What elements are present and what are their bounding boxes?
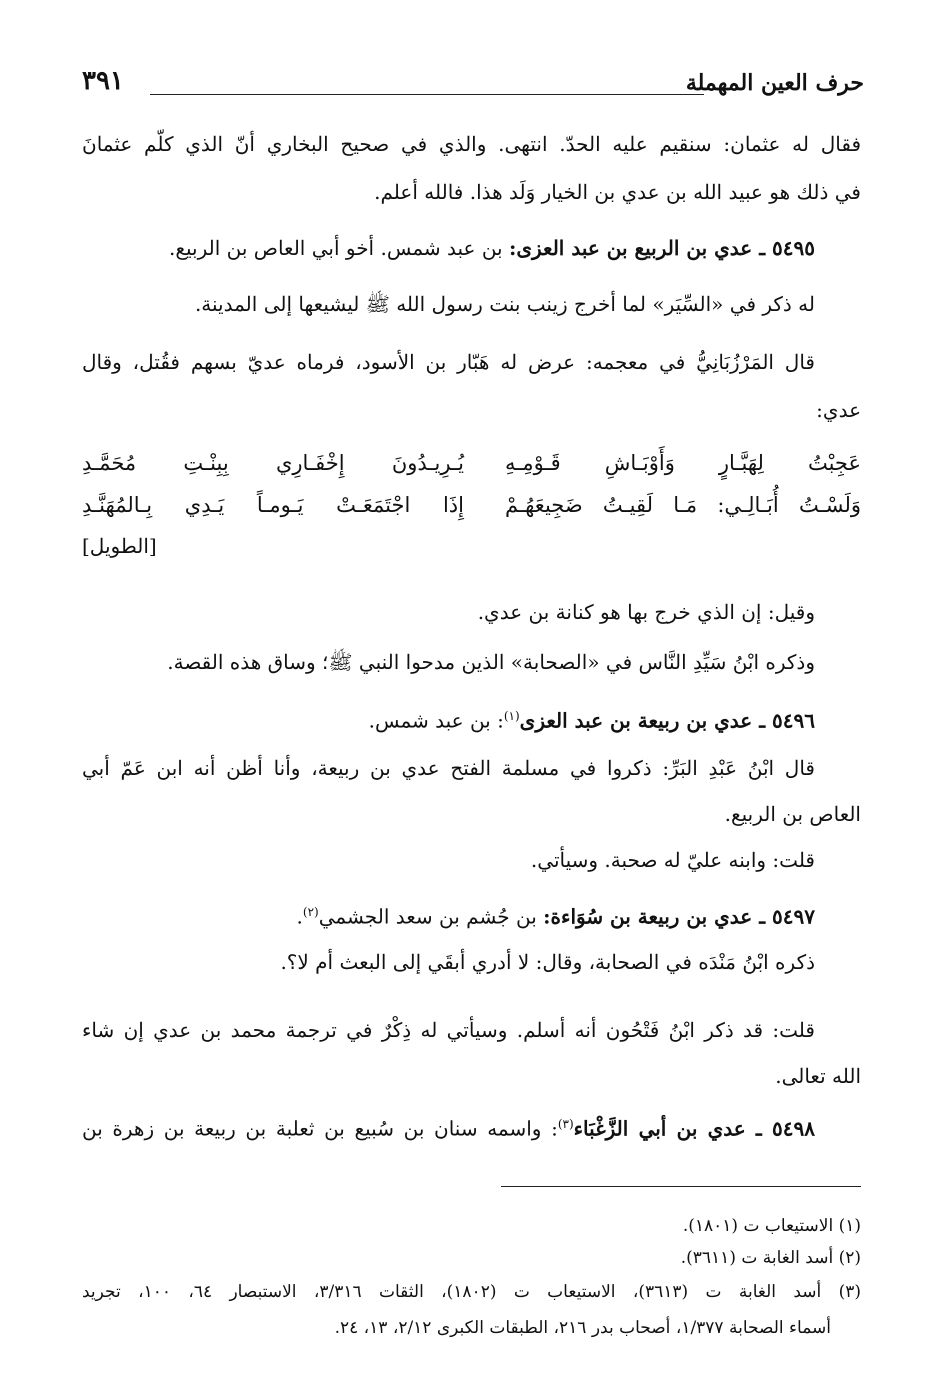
entry-line bbox=[82, 702, 815, 735]
entry-heading: ٥٤٩٥ ـ عدي بن الربيع بن عبد العزى: bbox=[508, 236, 815, 260]
footnote-separator bbox=[501, 1186, 861, 1187]
text-line: في ذلك هو عبيد الله بن عدي بن الخيار وَلَد هذا. فالله أعلم. bbox=[374, 180, 861, 204]
text-line: وذكره ابْنُ سَيِّدِ النَّاس في «الصحابة» الذين مدحوا النبي ﷺ؛ وساق هذه القصة. bbox=[167, 650, 815, 674]
entry-text: : بن عبد شمس. bbox=[368, 708, 504, 733]
poem-meter: [الطويل] bbox=[82, 534, 157, 558]
text-line: فقال له عثمان: سنقيم عليه الحدّ. انتهى. والذي في صحيح البخاري أنّ الذي كلّم عثمانَ bbox=[82, 132, 861, 156]
entry-heading: ٥٤٩٧ ـ عدي بن ربيعة بن سُوَاءة: bbox=[543, 904, 815, 929]
text-line: عدي: bbox=[816, 398, 861, 422]
footnote-marker: (١) bbox=[503, 709, 520, 723]
footnote: (٢) أسد الغابة ت (٣٦١١). bbox=[680, 1248, 861, 1268]
text-line: الله تعالى. bbox=[775, 1064, 861, 1088]
poem-verse-1-second-hemistich: يُـرِيـدُونَ إِخْفَـارِي بِبِنْـتِ مُحَمَّـدِ bbox=[82, 451, 464, 475]
entry-line bbox=[82, 898, 815, 931]
footnote: (٣) أسد الغابة ت (٣٦١٣)، الاستيعاب ت (١٨٠٢)، الثقات ٣/٣١٦، الاستبصار ٦٤، ١٠٠، تجريد bbox=[82, 1282, 861, 1302]
entry-line bbox=[82, 1110, 815, 1143]
entry-text: : واسمه سنان بن سُبيع بن ثعلبة بن ربيعة بن زهرة بن bbox=[82, 1116, 558, 1141]
footnote-continuation: أسماء الصحابة ١/٣٧٧، أصحاب بدر ٢١٦، الطبقات الكبرى ٢/١٢، ١٣، ٢٤. bbox=[334, 1318, 831, 1338]
entry-text-end: . bbox=[296, 904, 303, 929]
entry-text: بن عبد شمس. أخو أبي العاص بن الربيع. bbox=[168, 236, 509, 260]
poem-verse-1-first-hemistich: عَجِبْتُ لِهَبَّـارٍ وَأَوْبَـاشِ قَـوْمِـهِ bbox=[505, 451, 861, 475]
entry-text: بن جُشم بن سعد الجشمي bbox=[318, 904, 544, 929]
poem-verse-2-first-hemistich: وَلَسْـتُ أُبَـالِـي: مَـا لَقِيـتُ ضَجِيعَهُـمْ bbox=[505, 493, 861, 517]
footnote: (١) الاستيعاب ت (١٨٠١). bbox=[682, 1216, 861, 1236]
page-number: ٣٩١ bbox=[82, 66, 124, 96]
text-line: العاص بن الربيع. bbox=[724, 802, 861, 826]
entry-line bbox=[82, 234, 815, 262]
text-line: قال المَرْزُبَانِيُّ في معجمه: عرض له هَبّار بن الأسود، فرماه عديّ بسهم فقُتل، وقال bbox=[82, 350, 815, 374]
footnote-marker: (٣) bbox=[557, 1117, 574, 1131]
header-rule bbox=[150, 94, 704, 95]
entry-heading: ٥٤٩٨ ـ عدي بن أبي الزَّغْبَاء bbox=[573, 1116, 815, 1141]
footnote-marker: (٢) bbox=[302, 905, 319, 919]
text-line: قال ابْنُ عَبْدِ البَرِّ: ذكروا في مسلمة الفتح عدي بن ربيعة، وأنا أظن أنه ابن عَمّ أبي bbox=[82, 756, 815, 780]
text-line: ذكره ابْنُ مَنْدَه في الصحابة، وقال: لا أدري أبقَي إلى البعث أم لا؟. bbox=[280, 950, 815, 974]
text-line: له ذكر في «السِّيَر» لما أخرج زينب بنت رسول الله ﷺ ليشيعها إلى المدينة. bbox=[194, 292, 815, 316]
poem-verse-2-second-hemistich: إِذَا اجْتَمَعَـتْ يَـومـاً يَـدِي بِـالمُهَنَّـدِ bbox=[82, 493, 464, 517]
text-line: قلت: وابنه عليّ له صحبة. وسيأتي. bbox=[530, 848, 815, 872]
text-line: وقيل: إن الذي خرج بها هو كنانة بن عدي. bbox=[477, 600, 815, 624]
chapter-title: حرف العين المهملة bbox=[685, 70, 864, 96]
running-header bbox=[82, 66, 864, 106]
entry-heading: ٥٤٩٦ ـ عدي بن ربيعة بن عبد العزى bbox=[519, 708, 815, 733]
text-line: قلت: قد ذكر ابْنُ فَتْحُون أنه أسلم. وسيأتي له ذِكْرٌ في ترجمة محمد بن عدي إن شاء bbox=[82, 1018, 815, 1042]
